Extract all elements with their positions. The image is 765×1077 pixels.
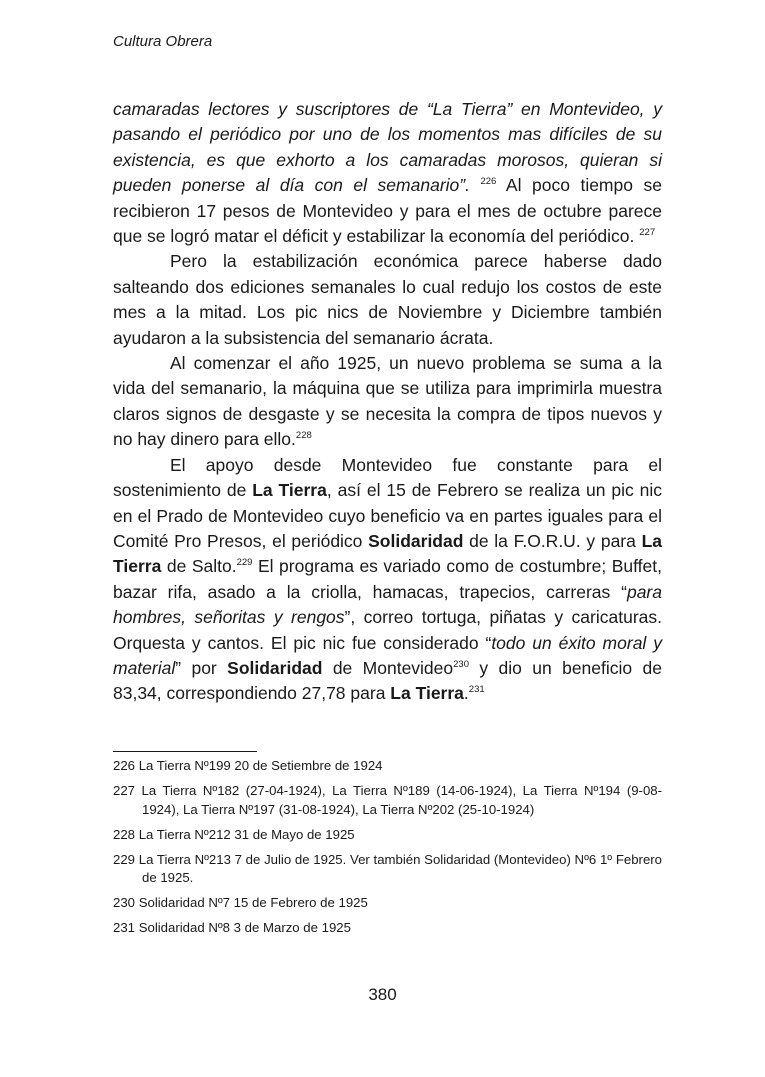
paragraph-text: de Salto. — [161, 556, 237, 577]
quotation: todo un éxito moral y material — [113, 632, 662, 678]
footnote-number: 226 — [113, 758, 136, 773]
paragraph-3 — [113, 351, 662, 453]
footnote-ref-228[interactable]: 228 — [295, 430, 312, 442]
paragraph-text: de la F.O.R.U. y para — [463, 530, 642, 551]
footnote-229 — [113, 851, 662, 888]
paragraph-4 — [113, 453, 662, 707]
footnote-text: La Tierra Nº213 7 de Julio de 1925. Ver también Solidaridad (Montevideo) Nº6 1º Febrero de 1925. — [138, 851, 663, 885]
footnote-number: 229 — [113, 851, 136, 867]
newspaper-name: La Tierra — [113, 530, 662, 577]
footnotes — [113, 757, 662, 944]
paragraph-text: . — [463, 683, 469, 704]
footnote-231 — [113, 919, 662, 938]
footnote-text: Solidaridad Nº8 3 de Marzo de 1925 — [138, 920, 351, 935]
quotation: para hombres, señoritas y rengos — [113, 581, 662, 628]
footnote-ref-226[interactable]: 226 — [480, 176, 497, 188]
paragraph-text: Al comenzar el año 1925, un nuevo problema se suma a la vida del semanario, la máquina que se utiliza para imprimirla muestra claros signos de desgaste y se necesita la compra de tipos nuevos y no hay dinero para ello. — [113, 353, 662, 450]
footnote-230 — [113, 894, 662, 913]
footnote-228 — [113, 826, 662, 845]
footnote-226 — [113, 757, 662, 776]
footnote-ref-227[interactable]: 227 — [639, 227, 656, 239]
footnote-number: 227 — [113, 783, 136, 798]
footnote-227 — [113, 782, 662, 819]
body-text — [113, 97, 662, 707]
footnote-text: La Tierra Nº199 20 de Setiembre de 1924 — [138, 758, 383, 773]
paragraph-text: El apoyo desde Montevideo fue constante para el sostenimiento de — [113, 454, 662, 501]
quotation: camaradas lectores y suscriptores de “La Tierra” en Montevideo, y pasando el periódico por uno de los momentos mas difíciles de su existencia, es que exhorto a los camaradas morosos, quieran si pueden ponerse al día con el semanario”. — [113, 99, 662, 196]
footnote-ref-229[interactable]: 229 — [236, 557, 253, 569]
footnote-number: 230 — [113, 895, 136, 910]
footnote-separator — [113, 751, 257, 752]
paragraph-text: El programa es variado como de costumbre; Buffet, bazar rifa, asado a la criolla, hamacas, trapecios, carreras “ — [113, 556, 662, 602]
footnote-number: 231 — [113, 920, 136, 935]
paragraph-2 — [113, 249, 662, 351]
footnote-text: Solidaridad Nº7 15 de Febrero de 1925 — [138, 895, 368, 910]
paragraph-text: , así el 15 de Febrero se realiza un pic nic en el Prado de Montevideo cuyo beneficio va en partes iguales para el Comité Pro Presos, el periódico — [113, 480, 662, 551]
paragraph-text: de Montevideo — [322, 657, 454, 678]
footnote-ref-231[interactable]: 231 — [468, 684, 485, 696]
paragraph-text: Al poco tiempo se recibieron 17 pesos de Montevideo y para el mes de octubre parece que se logró matar el déficit y estabilizar la economía del periódico. — [113, 175, 662, 247]
footnote-ref-230[interactable]: 230 — [453, 658, 469, 670]
footnote-text: La Tierra Nº212 31 de Mayo de 1925 — [138, 826, 355, 842]
newspaper-name: La Tierra — [252, 480, 327, 501]
paragraph-text: ”, correo tortuga, piñatas y caricaturas. Orquesta y cantos. El pic nic fue considerado “ — [113, 607, 662, 653]
footnote-text: La Tierra Nº182 (27-04-1924), La Tierra Nº189 (14-06-1924), La Tierra Nº194 (9-08-1924), La Tierra Nº197 (31-08-1924), La Tierra Nº202 (25-10-1924) — [141, 783, 663, 817]
footnote-number: 228 — [113, 826, 136, 842]
page-number: 380 — [368, 985, 397, 1004]
newspaper-name: Solidaridad — [368, 530, 464, 551]
newspaper-name: Solidaridad — [227, 657, 323, 678]
paragraph-text: Pero la estabilización económica parece haberse dado salteando dos ediciones semanales lo cual redujo los costos de este mes a la mitad. Los pic nics de Noviembre y Diciembre también ayudaron a la subsistencia del semanario ácrata. — [113, 251, 662, 348]
running-header: Cultura Obrera — [113, 33, 213, 50]
paragraph-text: y dio un beneficio de 83,34, correspondiendo 27,78 para — [113, 657, 662, 704]
newspaper-name: La Tierra — [390, 683, 464, 704]
paragraph-1 — [113, 97, 662, 249]
paragraph-text: ” por — [175, 657, 228, 678]
